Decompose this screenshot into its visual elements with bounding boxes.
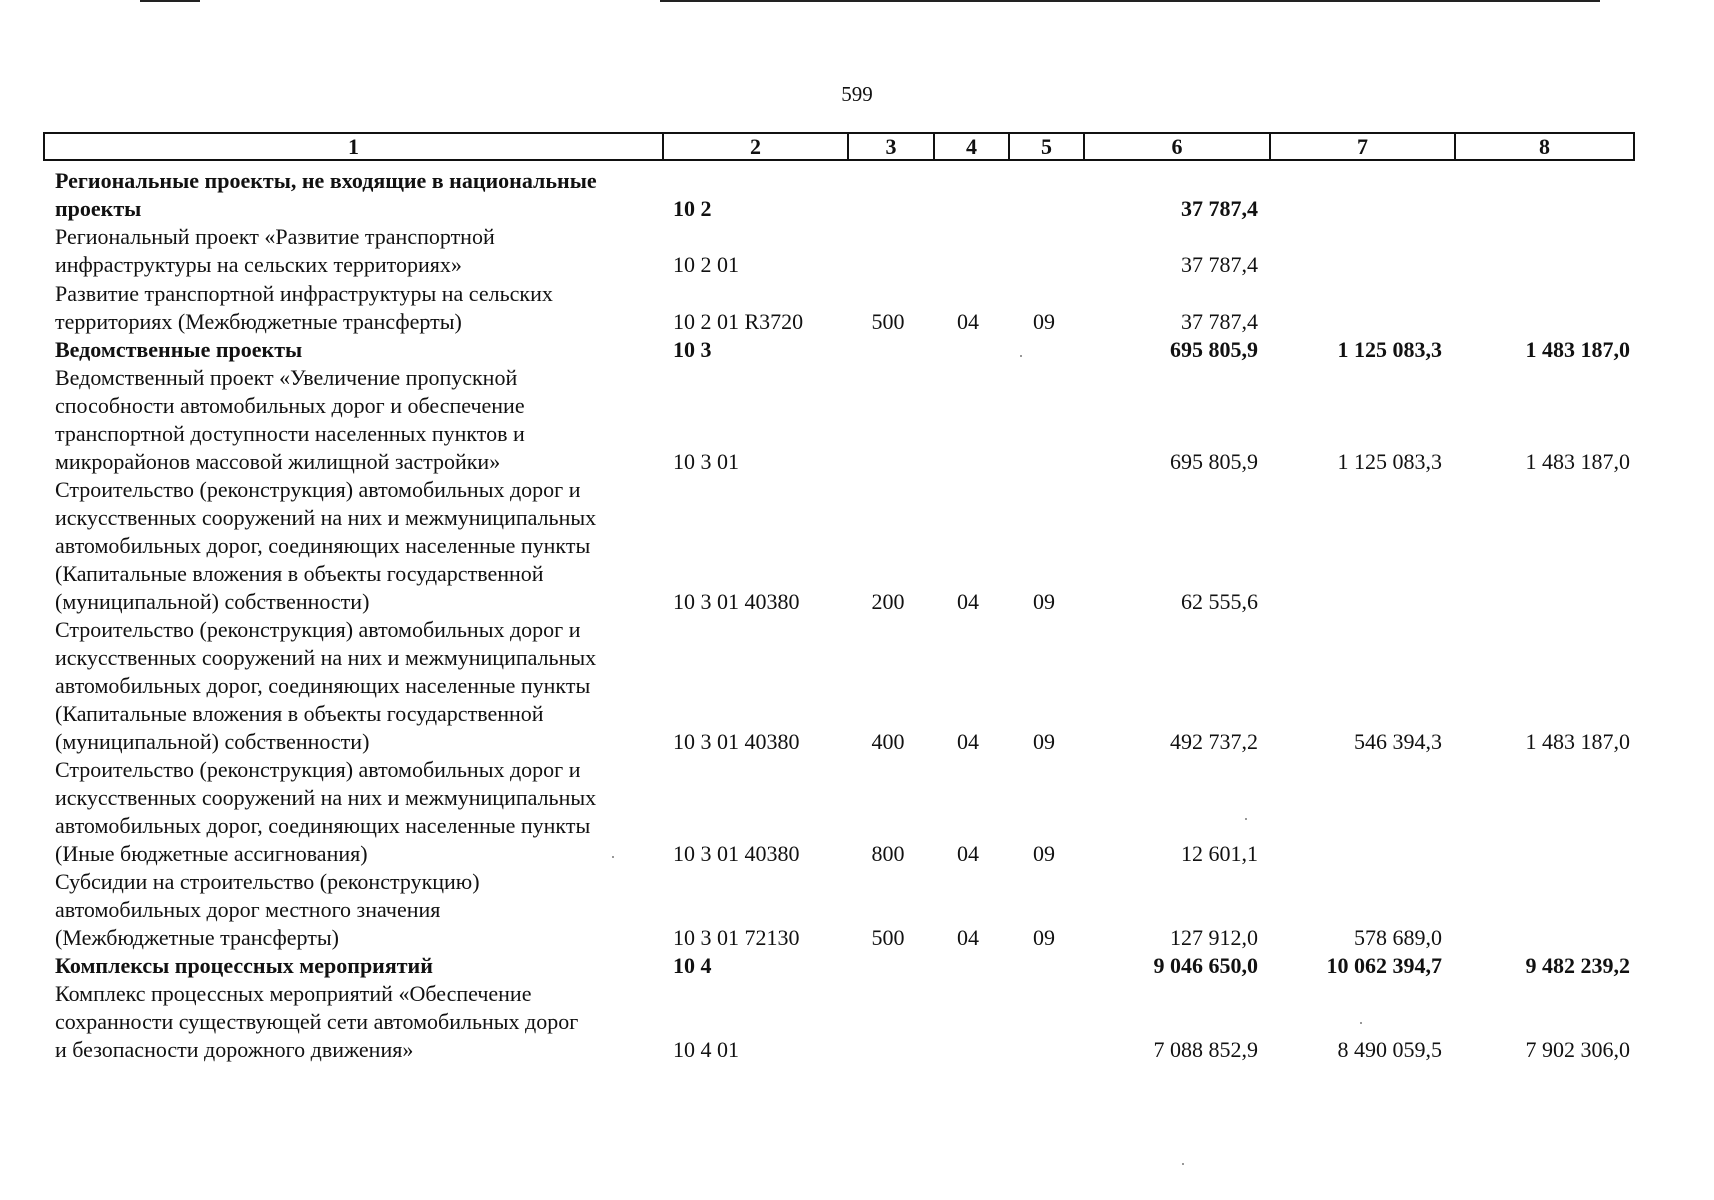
- row-col-6: 37 787,4: [1181, 309, 1258, 334]
- row-col-6: 37 787,4: [1181, 252, 1258, 277]
- header-col-7: 7: [1269, 134, 1454, 159]
- row-code: 10 4: [673, 953, 712, 978]
- row-col-8: 1 483 187,0: [1525, 729, 1630, 754]
- table-header: [43, 132, 1635, 161]
- row-code: 10 2: [673, 196, 712, 221]
- page-number: 599: [841, 82, 873, 106]
- scan-speck: [1020, 355, 1022, 357]
- header-col-4: 4: [933, 134, 1008, 159]
- row-col-5: 09: [1033, 841, 1055, 866]
- row-col-6: 695 805,9: [1170, 449, 1258, 474]
- row-col-3: [850, 336, 926, 364]
- table-row: [0, 616, 1714, 756]
- row-col-5: [1006, 195, 1082, 223]
- row-col-4: [930, 251, 1006, 279]
- row-col-6: 492 737,2: [1170, 729, 1258, 754]
- row-col-5: [1006, 336, 1082, 364]
- row-col-7: 1 125 083,3: [1337, 449, 1442, 474]
- scan-speck: [1182, 1163, 1184, 1165]
- header-col-3: 3: [847, 134, 933, 159]
- row-description: Строительство (реконструкция) автомобильных дорог и искусственных сооружений на них и межмуниципальных автомобильных дорог, соединяющих населенные пункты (Капитальные вложения в объекты государственной (муниципальной) собственности): [55, 477, 597, 614]
- scan-speck: [612, 856, 614, 858]
- row-col-3: 400: [871, 729, 905, 754]
- table-row: [0, 476, 1714, 616]
- table-row: [0, 336, 1714, 364]
- row-col-4: [930, 336, 1006, 364]
- row-description: Комплекс процессных мероприятий «Обеспечение сохранности существующей сети автомобильных дорог и безопасности дорожного движения»: [55, 981, 579, 1062]
- row-col-3: [850, 448, 926, 476]
- row-code: 10 3 01 40380: [673, 729, 800, 754]
- row-col-6: 12 601,1: [1181, 841, 1258, 866]
- row-col-5: [1006, 952, 1082, 980]
- row-code: 10 3 01 72130: [673, 925, 800, 950]
- row-code: 10 3 01: [673, 449, 739, 474]
- row-col-7: 8 490 059,5: [1337, 1037, 1442, 1062]
- row-col-6: 9 046 650,0: [1153, 953, 1258, 978]
- row-col-3: 200: [871, 589, 905, 614]
- table-row: [0, 756, 1714, 868]
- row-col-5: 09: [1033, 589, 1055, 614]
- table-row: [0, 364, 1714, 476]
- row-col-8: 1 483 187,0: [1525, 337, 1630, 362]
- row-col-4: 04: [957, 841, 979, 866]
- row-description: Строительство (реконструкция) автомобильных дорог и искусственных сооружений на них и межмуниципальных автомобильных дорог, соединяющих населенные пункты (Капитальные вложения в объекты государственной (муниципальной) собственности): [55, 617, 597, 754]
- table-row: [0, 980, 1714, 1064]
- row-col-7: 10 062 394,7: [1326, 953, 1442, 978]
- row-col-4: [930, 448, 1006, 476]
- row-col-6: 695 805,9: [1170, 337, 1258, 362]
- row-col-4: 04: [957, 729, 979, 754]
- row-description: Развитие транспортной инфраструктуры на сельских территориях (Межбюджетные трансферты): [55, 281, 553, 334]
- row-col-7: 578 689,0: [1354, 925, 1442, 950]
- row-col-4: 04: [957, 309, 979, 334]
- row-col-3: [850, 1036, 926, 1064]
- row-code: 10 3 01 40380: [673, 841, 800, 866]
- scan-speck: [1360, 1022, 1362, 1024]
- row-code: 10 2 01 R3720: [673, 309, 804, 334]
- row-code: 10 3: [673, 337, 712, 362]
- row-col-5: [1006, 448, 1082, 476]
- table-row: [0, 280, 1714, 336]
- row-col-3: [850, 251, 926, 279]
- header-col-6: 6: [1083, 134, 1269, 159]
- row-col-5: 09: [1033, 925, 1055, 950]
- header-col-5: 5: [1008, 134, 1083, 159]
- row-code: 10 2 01: [673, 252, 739, 277]
- row-description: Региональные проекты, не входящие в национальные проекты: [55, 168, 597, 221]
- row-description: Ведомственные проекты: [55, 337, 303, 362]
- row-code: 10 4 01: [673, 1037, 739, 1062]
- row-code: 10 3 01 40380: [673, 589, 800, 614]
- row-col-3: 500: [871, 925, 905, 950]
- row-col-8: 1 483 187,0: [1525, 449, 1630, 474]
- row-col-4: [930, 952, 1006, 980]
- row-col-3: 500: [871, 309, 905, 334]
- row-description: Ведомственный проект «Увеличение пропускной способности автомобильных дорог и обеспечение транспортной доступности населенных пунктов и микрорайонов массовой жилищной застройки»: [55, 365, 525, 474]
- row-col-7: 546 394,3: [1354, 729, 1442, 754]
- row-col-3: 800: [871, 841, 905, 866]
- table-row: [0, 167, 1714, 223]
- row-col-4: [930, 1036, 1006, 1064]
- row-col-6: 7 088 852,9: [1153, 1037, 1258, 1062]
- header-col-1: 1: [348, 134, 359, 159]
- table-row: [0, 223, 1714, 279]
- row-col-4: [930, 195, 1006, 223]
- row-col-5: 09: [1033, 729, 1055, 754]
- row-description: Региональный проект «Развитие транспортной инфраструктуры на сельских территориях»: [55, 224, 495, 277]
- row-col-8: 9 482 239,2: [1525, 953, 1630, 978]
- row-col-6: 37 787,4: [1181, 196, 1258, 221]
- row-col-8: 7 902 306,0: [1525, 1037, 1630, 1062]
- row-col-4: 04: [957, 589, 979, 614]
- row-col-7: 1 125 083,3: [1337, 337, 1442, 362]
- row-description: Субсидии на строительство (реконструкцию) автомобильных дорог местного значения (Межбюджетные трансферты): [55, 869, 480, 950]
- row-col-5: [1006, 251, 1082, 279]
- row-col-6: 62 555,6: [1181, 589, 1258, 614]
- row-description: Строительство (реконструкция) автомобильных дорог и искусственных сооружений на них и межмуниципальных автомобильных дорог, соединяющих населенные пункты (Иные бюджетные ассигнования): [55, 757, 597, 866]
- scan-edge-line-right: [660, 0, 1600, 2]
- row-description: Комплексы процессных мероприятий: [55, 953, 433, 978]
- row-col-5: [1006, 1036, 1082, 1064]
- row-col-3: [850, 195, 926, 223]
- row-col-5: 09: [1033, 309, 1055, 334]
- header-col-8: 8: [1454, 134, 1633, 159]
- scan-edge-line-left: [140, 0, 200, 2]
- row-col-6: 127 912,0: [1170, 925, 1258, 950]
- header-col-2: 2: [662, 134, 847, 159]
- table-row: [0, 868, 1714, 952]
- table-row: [0, 952, 1714, 980]
- row-col-3: [850, 952, 926, 980]
- scan-speck: [1245, 818, 1247, 820]
- row-col-4: 04: [957, 925, 979, 950]
